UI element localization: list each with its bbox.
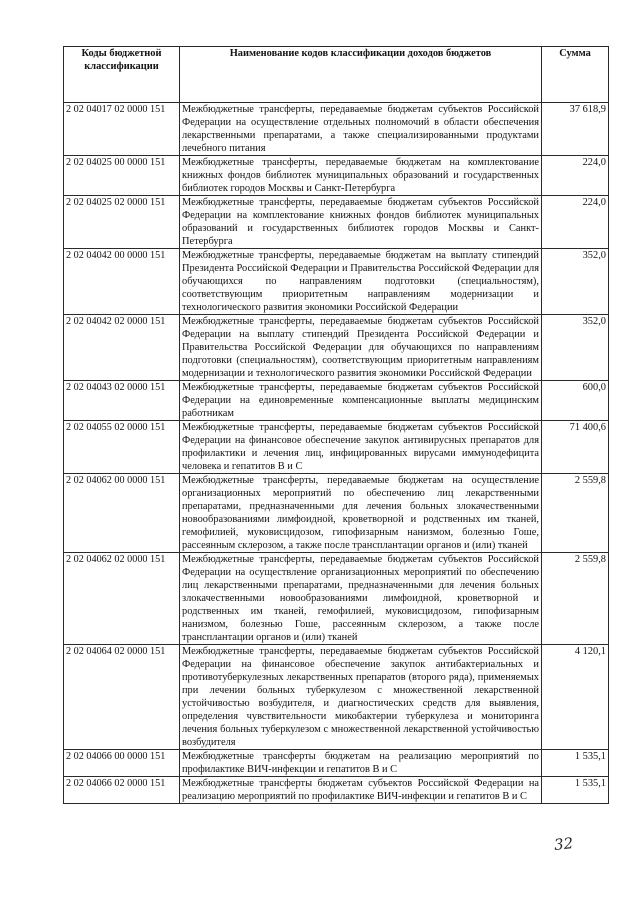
row-code: 2 02 04062 02 0000 151	[64, 553, 180, 645]
row-sum: 37 618,9	[542, 103, 609, 156]
row-sum: 352,0	[542, 249, 609, 315]
row-name: Межбюджетные трансферты, передаваемые бюджетам субъектов Российской Федерации на комплектование книжных фондов библиотек муниципальных образований и государственных библиотек городов Москвы и Санкт-Петербурга	[180, 196, 542, 249]
row-name: Межбюджетные трансферты, передаваемые бюджетам на осуществление организационных мероприятий по обеспечению лиц лекарственными препаратами, предназначенными для лечения больных злокачественными новообразованиями лимфоидной, кроветворной и родственных им тканей, гемофилией, муковисцидозом, гипофизарным нанизмом, болезнью Гоше, рассеянным склерозом, а также после трансплантации органов и (или) тканей	[180, 474, 542, 553]
table-row	[64, 315, 609, 381]
row-name: Межбюджетные трансферты, передаваемые бюджетам на комплектование книжных фондов библиотек муниципальных образований и государственных библиотек городов Москвы и Санкт-Петербурга	[180, 156, 542, 196]
row-code: 2 02 04025 02 0000 151	[64, 196, 180, 249]
row-name: Межбюджетные трансферты, передаваемые бюджетам субъектов Российской Федерации на финансовое обеспечение закупок антивирусных препаратов для профилактики и лечения лиц, инфицированных вирусами иммунодефицита человека и гепатитов В и С	[180, 421, 542, 474]
header-sum: Сумма	[542, 47, 609, 103]
table-row	[64, 553, 609, 645]
row-name: Межбюджетные трансферты, передаваемые бюджетам субъектов Российской Федерации на осуществление организационных мероприятий по обеспечению лиц лекарственными препаратами, предназначенными для лечения больных злокачественными новообразованиями лимфоидной, кроветворной и родственных им тканей, гемофилией, муковисцидозом, гипофизарным нанизмом, болезнью Гоше, рассеянным склерозом, а также после трансплантации органов и (или) тканей	[180, 553, 542, 645]
row-code: 2 02 04025 00 0000 151	[64, 156, 180, 196]
row-sum: 224,0	[542, 156, 609, 196]
row-sum: 1 535,1	[542, 777, 609, 804]
row-name: Межбюджетные трансферты, передаваемые бюджетам субъектов Российской Федерации на осуществление отдельных полномочий в области обеспечения лекарственными препаратами, а также специализированными продуктами лечебного питания	[180, 103, 542, 156]
header-code-names: Наименование кодов классификации доходов бюджетов	[180, 47, 542, 103]
table-row	[64, 645, 609, 750]
row-sum: 224,0	[542, 196, 609, 249]
row-code: 2 02 04064 02 0000 151	[64, 645, 180, 750]
row-name: Межбюджетные трансферты, передаваемые бюджетам на выплату стипендий Президента Российской Федерации и Правительства Российской Федерации для обучающихся по направлениям подготовки (специальностям), соответствующим приоритетным направлениям модернизации и технологического развития экономики Российской Федерации	[180, 249, 542, 315]
revenue-classification-table	[63, 46, 609, 804]
table-body	[64, 103, 609, 804]
table-row	[64, 474, 609, 553]
table-row	[64, 196, 609, 249]
handwritten-page-number: 32	[553, 834, 574, 854]
table-header-row	[64, 47, 609, 103]
table-row	[64, 777, 609, 804]
row-sum: 1 535,1	[542, 750, 609, 777]
row-name: Межбюджетные трансферты бюджетам субъектов Российской Федерации на реализацию мероприятий по профилактике ВИЧ-инфекции и гепатитов В и С	[180, 777, 542, 804]
table-row	[64, 103, 609, 156]
row-code: 2 02 04066 02 0000 151	[64, 777, 180, 804]
table-row	[64, 249, 609, 315]
row-name: Межбюджетные трансферты бюджетам на реализацию мероприятий по профилактике ВИЧ-инфекции и гепатитов В и С	[180, 750, 542, 777]
row-name: Межбюджетные трансферты, передаваемые бюджетам субъектов Российской Федерации на единовременные компенсационные выплаты медицинским работникам	[180, 381, 542, 421]
row-code: 2 02 04066 00 0000 151	[64, 750, 180, 777]
row-code: 2 02 04017 02 0000 151	[64, 103, 180, 156]
row-code: 2 02 04042 00 0000 151	[64, 249, 180, 315]
row-name: Межбюджетные трансферты, передаваемые бюджетам субъектов Российской Федерации на выплату стипендий Президента Российской Федерации и Правительства Российской Федерации для обучающихся по направлениям подготовки (специальностям), соответствующим приоритетным направлениям модернизации и технологического развития экономики Российской Федерации	[180, 315, 542, 381]
table-row	[64, 156, 609, 196]
row-sum: 352,0	[542, 315, 609, 381]
row-name: Межбюджетные трансферты, передаваемые бюджетам субъектов Российской Федерации на финансовое обеспечение закупок антибактериальных и противотуберкулезных лекарственных препаратов (второго ряда), применяемых при лечении больных туберкулезом с множественной лекарственной устойчивостью возбудителя, и диагностических средств для выявления, определения чувствительности микобактерии туберкулеза и мониторинга лечения больных туберкулезом с множественной лекарственной устойчивостью возбудителя	[180, 645, 542, 750]
row-sum: 2 559,8	[542, 474, 609, 553]
row-code: 2 02 04043 02 0000 151	[64, 381, 180, 421]
table-row	[64, 381, 609, 421]
row-code: 2 02 04042 02 0000 151	[64, 315, 180, 381]
row-sum: 600,0	[542, 381, 609, 421]
row-sum: 71 400,6	[542, 421, 609, 474]
row-sum: 2 559,8	[542, 553, 609, 645]
row-code: 2 02 04055 02 0000 151	[64, 421, 180, 474]
row-code: 2 02 04062 00 0000 151	[64, 474, 180, 553]
row-sum: 4 120,1	[542, 645, 609, 750]
header-budget-codes: Коды бюджетной классификации	[64, 47, 180, 103]
table-row	[64, 750, 609, 777]
table-row	[64, 421, 609, 474]
